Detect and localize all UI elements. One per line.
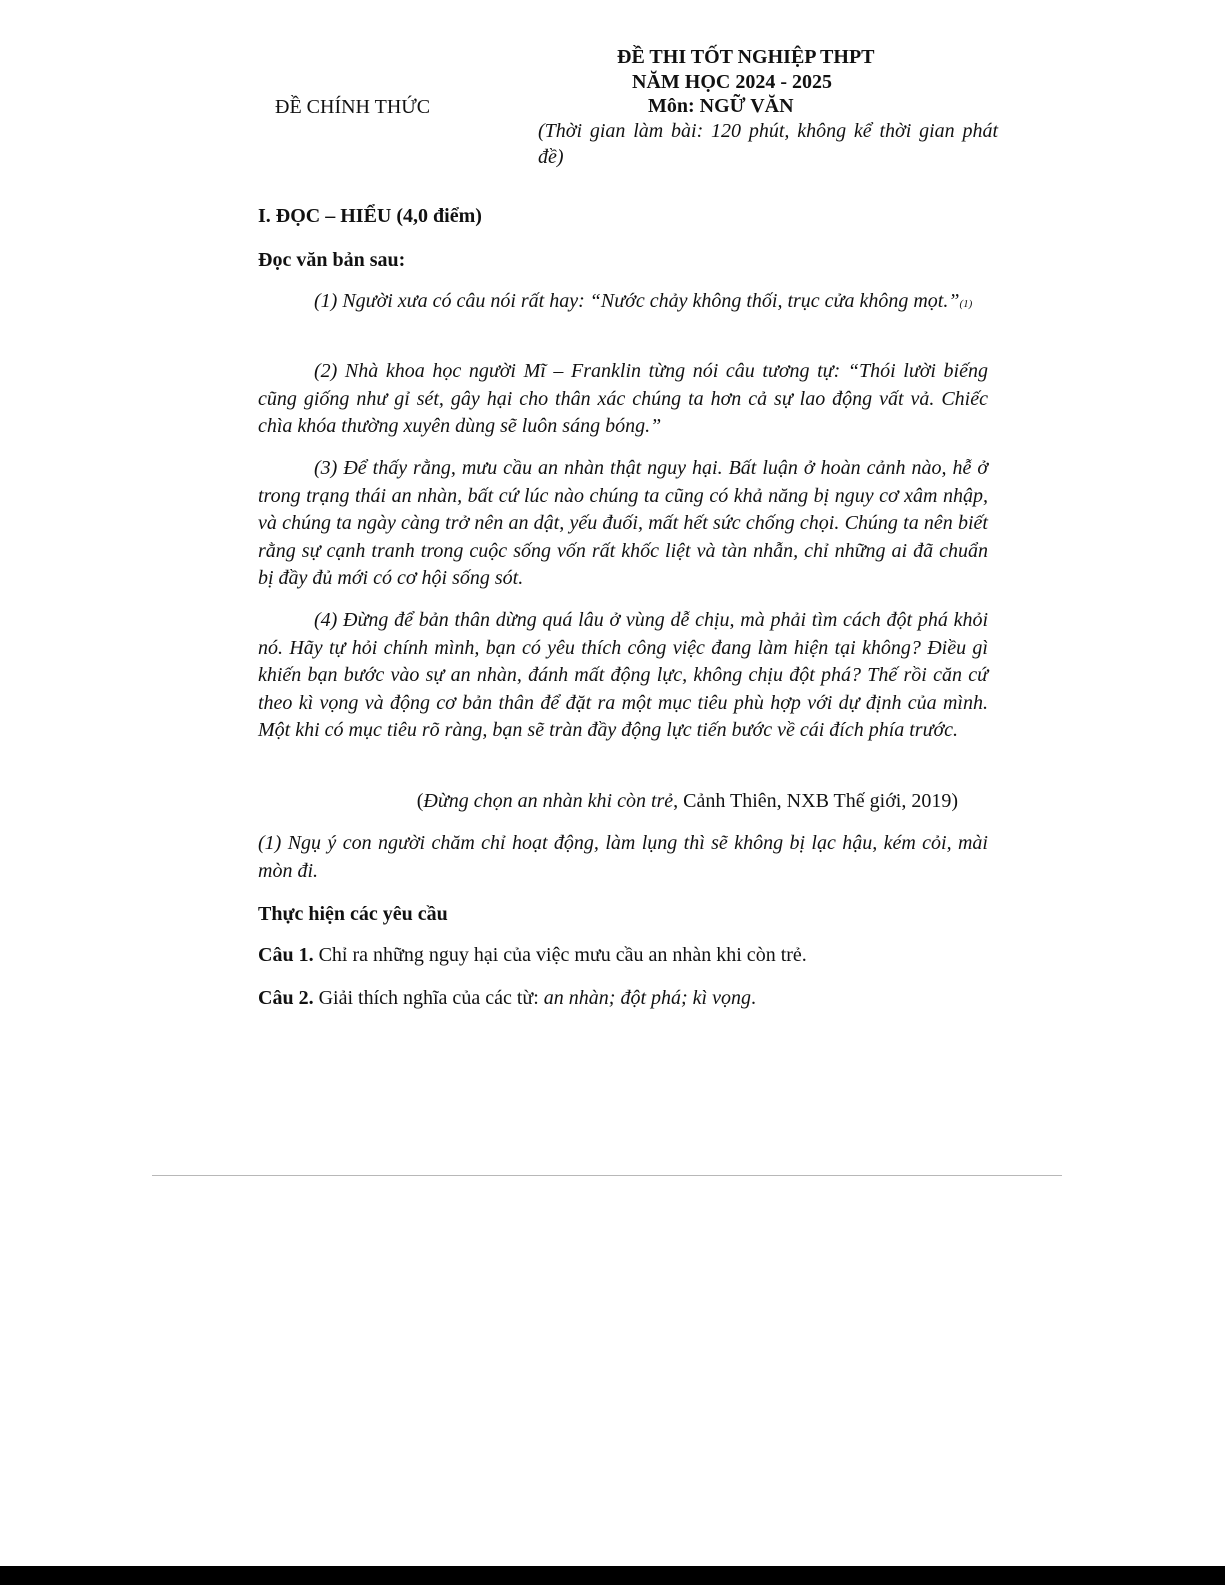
passage-paragraph-1: (1) Người xưa có câu nói rất hay: “Nước chảy không thối, trục cửa không mọt.”(1) — [314, 290, 973, 312]
source-citation: (Đừng chọn an nhàn khi còn trẻ, Cảnh Thiên, NXB Thế giới, 2019) — [416, 790, 958, 812]
passage-paragraph-4: (4) Đừng để bản thân dừng quá lâu ở vùng dễ chịu, mà phải tìm cách đột phá khỏi nó. Hãy tự hỏi chính mình, bạn có yêu thích công việc đang làm hiện tại không? Điều gì khiến bạn bước vào sự an nhàn, đánh mất động lực, không chịu đột phá? Thế rồi căn cứ theo kì vọng và động cơ bản thân để đặt ra một mục tiêu phù hợp với dự định của mình. Một khi có mục tiêu rõ ràng, bạn sẽ tràn đầy động lực tiến bước về cái đích phía trước. — [258, 609, 988, 741]
tasks-heading: Thực hiện các yêu cầu — [258, 903, 448, 925]
question-2: Câu 2. Giải thích nghĩa của các từ: an nhàn; đột phá; kì vọng. — [258, 987, 756, 1009]
time-note: (Thời gian làm bài: 120 phút, không kể thời gian phát đề) — [538, 120, 998, 168]
school-year: NĂM HỌC 2024 - 2025 — [632, 71, 832, 93]
section-title: I. ĐỌC – HIỂU (4,0 điểm) — [258, 205, 482, 227]
exam-title: ĐỀ THI TỐT NGHIỆP THPT — [617, 46, 875, 68]
subject-label: Môn: NGỮ VĂN — [648, 95, 794, 117]
page-divider — [152, 1175, 1062, 1176]
passage-paragraph-3: (3) Để thấy rằng, mưu cầu an nhàn thật nguy hại. Bất luận ở hoàn cảnh nào, hễ ở trong trạng thái an nhàn, bất cứ lúc nào chúng ta cũng có khả năng bị nguy cơ xâm nhập, và chúng ta ngày càng trở nên an dật, yếu đuối, mất hết sức chống chọi. Chúng ta nên biết rằng sự cạnh tranh trong cuộc sống vốn rất khốc liệt và tàn nhẫn, chỉ những ai đã chuẩn bị đầy đủ mới có cơ hội sống sót. — [258, 457, 988, 589]
passage-paragraph-2: (2) Nhà khoa học người Mĩ – Franklin từng nói câu tương tự: “Thói lười biếng cũng giống như gỉ sét, gây hại cho thân xác chúng ta hơn cả sự lao động vất vả. Chiếc chìa khóa thường xuyên dùng sẽ luôn sáng bóng.” — [258, 360, 988, 437]
bottom-bar — [0, 1566, 1225, 1585]
footnote-marker: (1) — [959, 298, 973, 310]
footnote: (1) Ngụ ý con người chăm chỉ hoạt động, làm lụng thì sẽ không bị lạc hậu, kém cỏi, mài mòn đi. — [258, 832, 988, 882]
official-exam-label: ĐỀ CHÍNH THỨC — [275, 96, 431, 118]
read-instruction: Đọc văn bản sau: — [258, 249, 406, 271]
question-1: Câu 1. Chỉ ra những nguy hại của việc mưu cầu an nhàn khi còn trẻ. — [258, 944, 807, 966]
